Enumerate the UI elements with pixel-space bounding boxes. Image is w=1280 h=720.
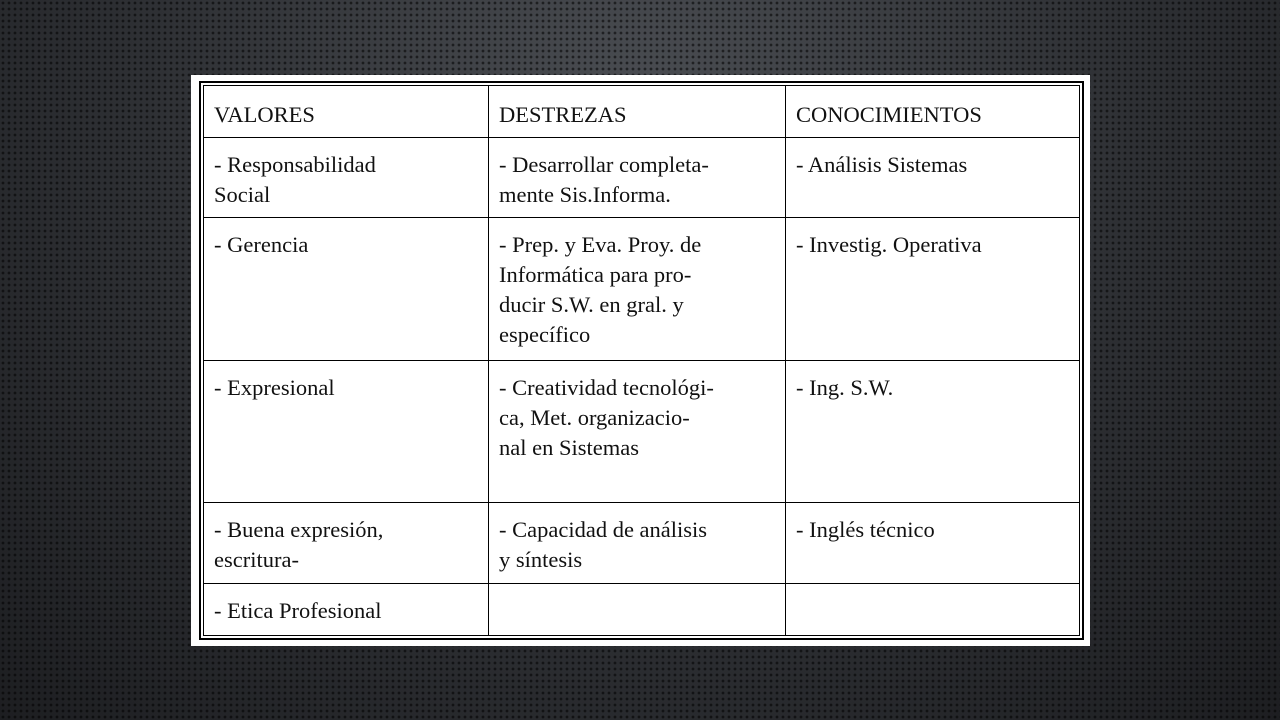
table-row bbox=[204, 218, 1080, 361]
header-conocimientos: CONOCIMIENTOS bbox=[786, 86, 1080, 138]
cell-destrezas: - Creatividad tecnológi- ca, Met. organizacio- nal en Sistemas bbox=[489, 361, 786, 503]
slide-image bbox=[191, 75, 1090, 646]
table-header-row bbox=[204, 86, 1080, 138]
table-row bbox=[204, 584, 1080, 636]
cell-conocimientos: - Inglés técnico bbox=[786, 503, 1080, 584]
cell-valores: - Buena expresión, escritura- bbox=[204, 503, 489, 584]
cell-destrezas bbox=[489, 584, 786, 636]
cell-destrezas: - Capacidad de análisis y síntesis bbox=[489, 503, 786, 584]
table-row bbox=[204, 361, 1080, 503]
table-frame bbox=[199, 81, 1084, 640]
table-row bbox=[204, 138, 1080, 218]
cell-destrezas: - Prep. y Eva. Proy. de Informática para pro- ducir S.W. en gral. y específico bbox=[489, 218, 786, 361]
header-destrezas: DESTREZAS bbox=[489, 86, 786, 138]
cell-destrezas: - Desarrollar completa- mente Sis.Informa. bbox=[489, 138, 786, 218]
cell-conocimientos bbox=[786, 584, 1080, 636]
cell-valores: - Gerencia bbox=[204, 218, 489, 361]
cell-conocimientos: - Ing. S.W. bbox=[786, 361, 1080, 503]
header-valores: VALORES bbox=[204, 86, 489, 138]
table-row bbox=[204, 503, 1080, 584]
cell-valores: - Expresional bbox=[204, 361, 489, 503]
competencies-table bbox=[203, 85, 1080, 636]
cell-conocimientos: - Investig. Operativa bbox=[786, 218, 1080, 361]
cell-valores: - Responsabilidad Social bbox=[204, 138, 489, 218]
cell-conocimientos: - Análisis Sistemas bbox=[786, 138, 1080, 218]
cell-valores: - Etica Profesional bbox=[204, 584, 489, 636]
